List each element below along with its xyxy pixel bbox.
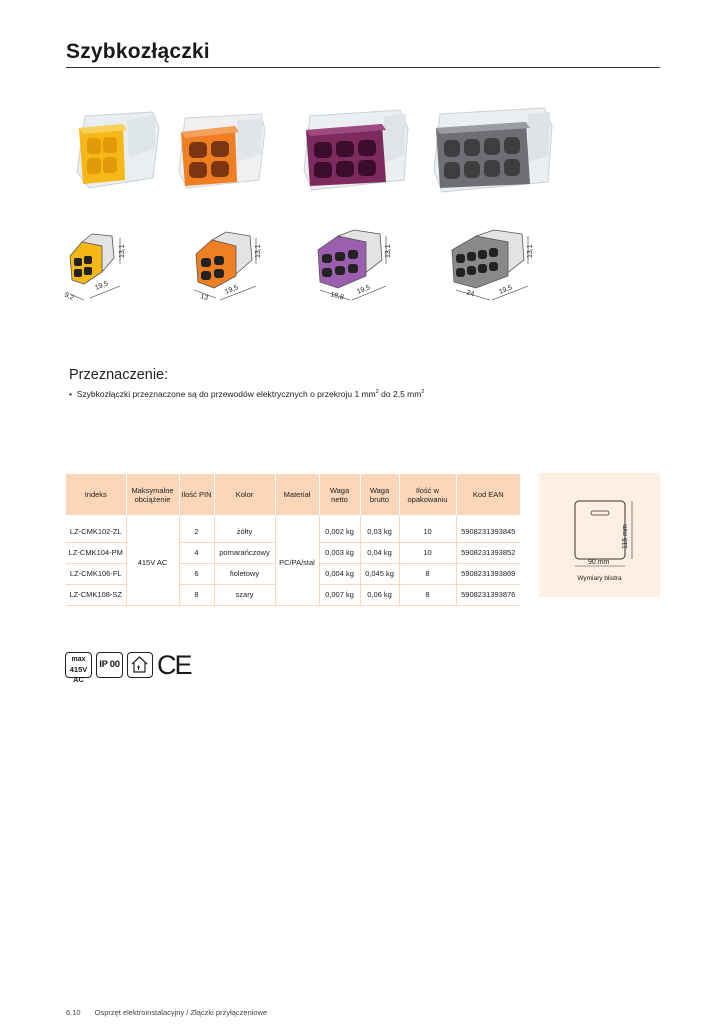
cell-color: szary [214,584,275,605]
cell-ean: 5908231393845 [456,515,520,542]
cell-quantity: 10 [399,542,456,563]
cell-ean: 5908231393869 [456,563,520,584]
max-label: max [71,656,86,663]
blister-width-label: 90 mm [588,559,610,566]
cell-index: LZ-CMK102-ZL [66,515,126,542]
svg-text:19,5: 19,5 [498,284,514,296]
product-photo-6pin [300,106,412,196]
indoor-use-icon [127,652,153,678]
header-material: Materiał [275,474,319,515]
cell-color: pomarańczowy [214,542,275,563]
cell-quantity: 8 [399,584,456,605]
cell-ean: 5908231393852 [456,542,520,563]
svg-text:9,2: 9,2 [63,291,75,302]
header-max-load: Maksymalne obciążenie [126,474,179,515]
page-number: 6.10 [66,1008,81,1017]
cell-index: LZ-CMK108-SZ [66,584,126,605]
blister-caption: Wymiary blistra [577,575,622,582]
dimension-drawing-2pin [62,228,142,304]
blister-outline-icon [539,473,660,573]
ip-rating-icon: IP 00 [96,652,123,678]
dimension-drawing-4pin [190,228,274,304]
cell-index: LZ-CMK104-PM [66,542,126,563]
cell-index: LZ-CMK106-FL [66,563,126,584]
dimension-drawing-8pin [446,226,542,304]
cell-gross-weight: 0,03 kg [360,515,399,542]
header-ean: Kod EAN [456,474,520,515]
max-voltage-icon [65,652,92,684]
bullet-superscript: 2 [421,389,425,396]
max-voltage-value: 415V AC [69,665,88,684]
product-photo-4pin [171,110,269,195]
cell-net-weight: 0,002 kg [319,515,360,542]
product-photo-8pin [432,104,554,198]
svg-text:19,5: 19,5 [356,284,372,296]
cell-net-weight: 0,004 kg [319,563,360,584]
cell-gross-weight: 0,04 kg [360,542,399,563]
svg-text:13,1: 13,1 [255,244,262,258]
bullet-text-mid: do 2,5 mm [378,389,422,399]
svg-text:13,1: 13,1 [119,244,126,258]
header-net-weight: Waga netto [319,474,360,515]
page-title: Szybkozłączki [66,40,210,63]
cell-net-weight: 0,007 kg [319,584,360,605]
blister-height-label: 115 mm [622,524,629,549]
cell-pins: 6 [179,563,214,584]
cell-quantity: 8 [399,563,456,584]
cell-quantity: 10 [399,515,456,542]
cell-gross-weight: 0,06 kg [360,584,399,605]
svg-text:24: 24 [465,289,475,299]
cell-gross-weight: 0,045 kg [360,563,399,584]
header-color: Kolor [214,474,275,515]
cell-pins: 4 [179,542,214,563]
cell-pins: 2 [179,515,214,542]
cell-pins: 8 [179,584,214,605]
spec-table [66,474,520,606]
cell-max-load: 415V AC [126,515,179,605]
footer-path: Osprzęt elektroinstalacyjny / Złączki przyłączeniowe [94,1008,268,1017]
table-header-row [66,474,520,515]
cell-ean: 5908231393876 [456,584,520,605]
title-divider [66,67,660,68]
cell-color: fioletowy [214,563,275,584]
svg-text:18,8: 18,8 [329,291,345,302]
blister-dimensions [539,473,660,597]
svg-text:13: 13 [199,293,209,302]
header-pins: Ilość PIN [179,474,214,515]
svg-text:13,1: 13,1 [385,244,392,258]
header-quantity: Ilość w opakowaniu [399,474,456,515]
purpose-bullet [69,389,424,399]
svg-text:13,1: 13,1 [527,244,534,258]
page-footer [66,1008,267,1017]
header-gross-weight: Waga brutto [360,474,399,515]
svg-text:19,5: 19,5 [94,280,110,292]
dimension-drawing-6pin [310,226,400,304]
table-row [66,515,520,542]
cell-net-weight: 0,003 kg [319,542,360,563]
certification-icons [65,650,191,684]
svg-text:19,5: 19,5 [224,284,240,296]
ce-mark-icon: CE [157,650,191,680]
header-index: Indeks [66,474,126,515]
bullet-dot: • [69,389,77,399]
cell-material: PC/PA/stal [275,515,319,605]
product-photo-2pin [67,108,163,193]
bullet-text: Szybkozłączki przeznaczone są do przewodów elektrycznych o przekroju 1 mm [76,389,376,399]
cell-color: żółty [214,515,275,542]
purpose-heading: Przeznaczenie: [69,367,169,383]
bullet-superscript: 2 [375,389,379,396]
